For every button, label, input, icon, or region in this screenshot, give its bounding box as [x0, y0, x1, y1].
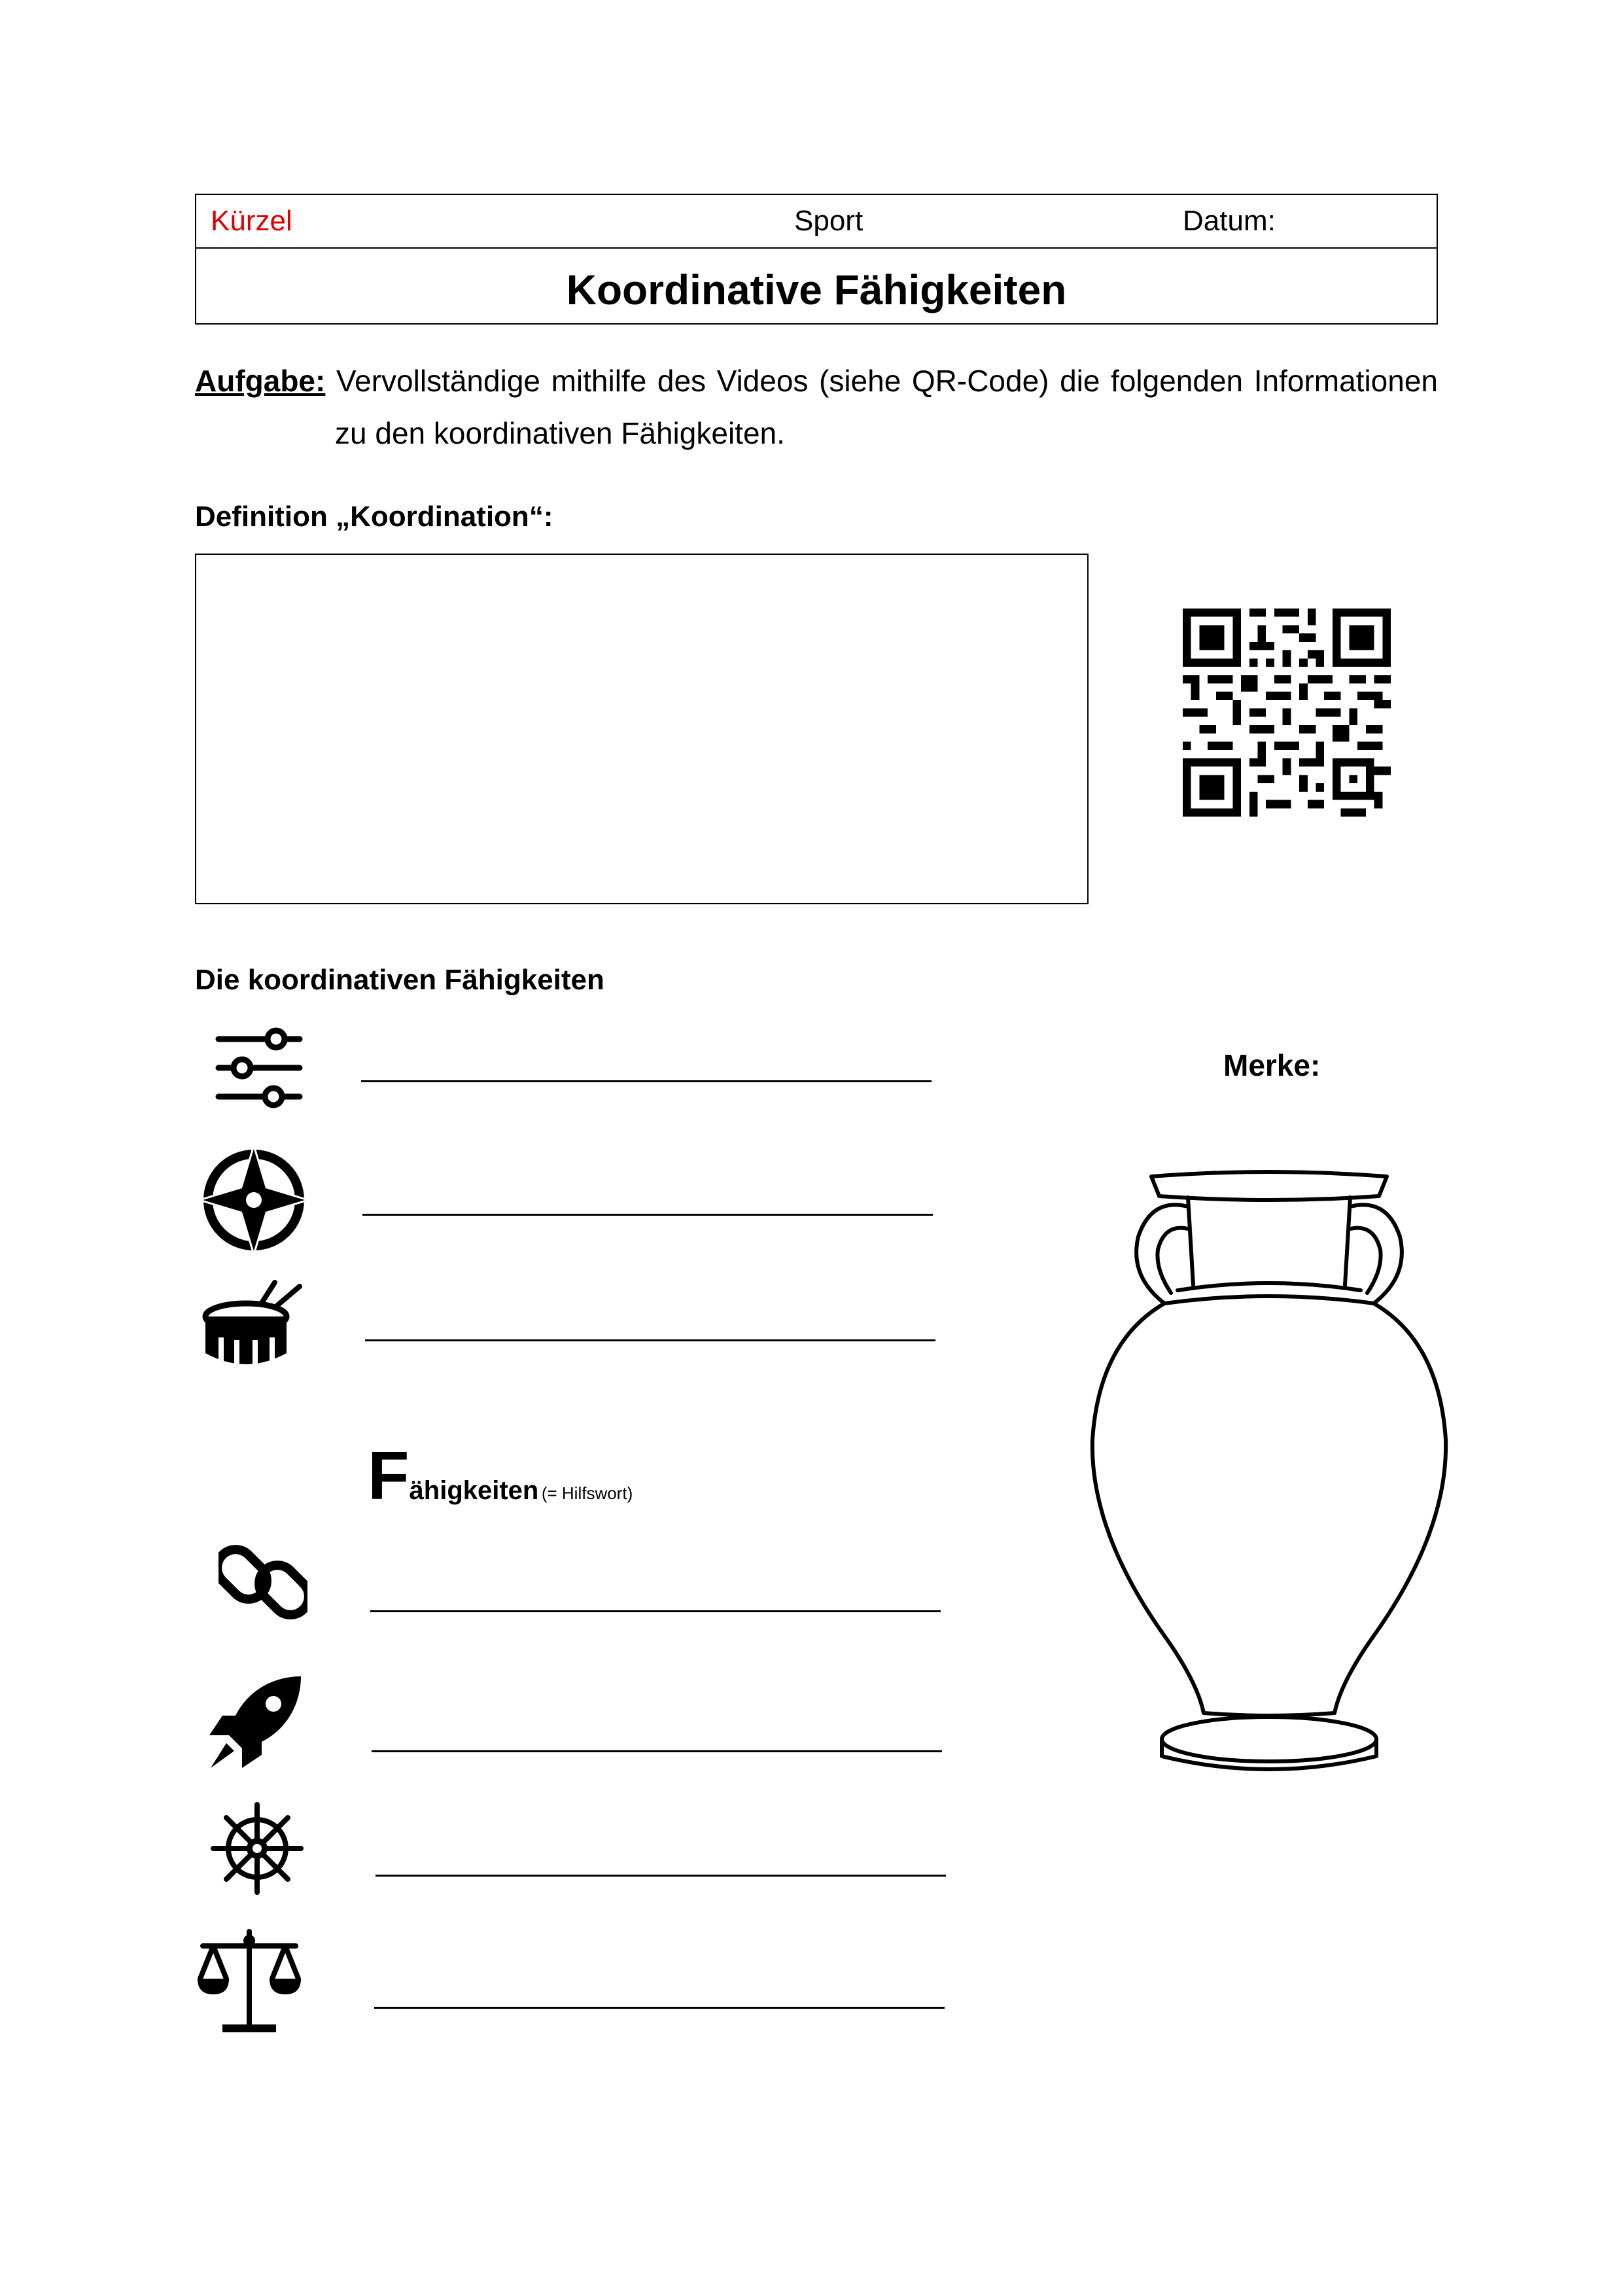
- scale-icon: [194, 1926, 305, 2038]
- sliders-icon: [211, 1026, 307, 1111]
- qr-code-icon: [1183, 609, 1391, 817]
- subject-label: Sport: [794, 205, 864, 237]
- hilfswort: [368, 1437, 633, 1536]
- answer-line-3[interactable]: [365, 1339, 935, 1341]
- task-text-line-1: Vervollständige mithilfe des Videos (siehe QR-Code) die folgenden Informationen: [336, 364, 1438, 398]
- definition-answer-box[interactable]: [195, 554, 1089, 904]
- link-icon: [218, 1538, 307, 1627]
- date-field[interactable]: Datum:: [1183, 205, 1276, 237]
- page-title: Koordinative Fähigkeiten: [566, 266, 1067, 313]
- task-label: Aufgabe:: [195, 364, 326, 398]
- header-table: [195, 194, 1438, 325]
- compass-icon: [200, 1146, 307, 1254]
- answer-line-5[interactable]: [372, 1750, 942, 1752]
- answer-line-6[interactable]: [375, 1875, 946, 1877]
- definition-label: Definition „Koordination“:: [195, 501, 553, 533]
- task-text-line-2: zu den koordinativen Fähigkeiten.: [335, 416, 785, 450]
- rocket-icon: [203, 1670, 307, 1775]
- hilfswort-note: (= Hilfswort): [541, 1483, 633, 1503]
- answer-line-4[interactable]: [370, 1610, 941, 1612]
- ship-wheel-icon: [209, 1801, 305, 1896]
- answer-line-1[interactable]: [361, 1080, 932, 1082]
- drum-icon: [201, 1277, 306, 1375]
- hilfswort-rest: ähigkeiten: [409, 1476, 539, 1505]
- answer-line-2[interactable]: [362, 1214, 933, 1216]
- answer-line-7[interactable]: [374, 2007, 945, 2009]
- merke-label: Merke:: [1223, 1048, 1321, 1082]
- header-info-row: [196, 195, 1437, 249]
- hilfswort-initial: F: [368, 1438, 410, 1514]
- amphora-vase-icon: [1066, 1165, 1472, 1793]
- abilities-heading: Die koordinativen Fähigkeiten: [195, 964, 604, 996]
- kuerzel-field[interactable]: Kürzel: [211, 205, 292, 237]
